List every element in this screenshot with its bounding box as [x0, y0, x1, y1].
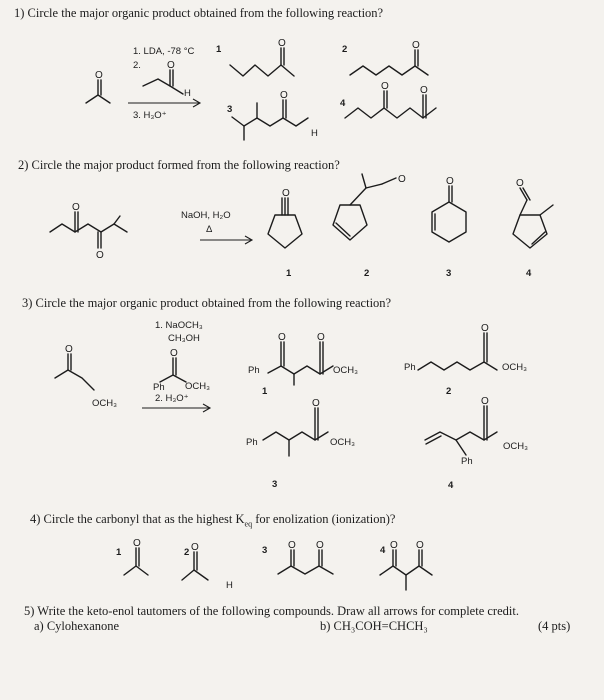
q3-reagent-och3: OCH₃ — [185, 381, 210, 392]
svg-text:O: O — [516, 178, 524, 189]
q2-reaction-arrow — [200, 236, 252, 244]
svg-text:O: O — [72, 202, 80, 213]
svg-text:O: O — [280, 90, 288, 101]
svg-text:O: O — [167, 60, 175, 71]
q5-part-b: b) CH₃COH=CHCH₃ — [320, 619, 428, 633]
svg-text:O: O — [420, 85, 428, 96]
svg-text:O: O — [191, 542, 199, 553]
q4-prompt — [30, 512, 395, 529]
svg-text:O: O — [278, 332, 286, 343]
svg-text:O: O — [381, 81, 389, 92]
q2-product-2 — [333, 174, 396, 240]
svg-text:O: O — [416, 540, 424, 551]
q2-product-3 — [432, 186, 466, 242]
q2-product-1 — [268, 198, 302, 248]
q1-reagent-h: H — [184, 88, 191, 99]
q1-reagent-aldehyde — [143, 70, 183, 94]
svg-text:O: O — [316, 540, 324, 551]
q3-product-4-number: 4 — [448, 480, 454, 491]
q1-product-4-h: H — [311, 128, 318, 139]
q3-product-3-number: 3 — [272, 479, 278, 490]
q3-reagent-solvent: CH₃OH — [168, 333, 200, 344]
svg-text:O: O — [412, 40, 420, 51]
svg-text:O: O — [317, 332, 325, 343]
q4-carbonyl-4-number: 4 — [380, 545, 386, 556]
q3-product-3-ph: Ph — [246, 437, 258, 448]
q3-prompt: 3) Circle the major organic product obtained from the following reaction? — [22, 296, 392, 310]
q5-part-a: a) Cylohexanone — [34, 619, 120, 633]
q2-product-3-number: 3 — [446, 268, 452, 279]
q1-product-4-number: 4 — [340, 98, 346, 109]
q2-prompt: 2) Circle the major product formed from the following reaction? — [18, 158, 340, 172]
q3-starting-material — [55, 354, 94, 390]
svg-text:O: O — [481, 396, 489, 407]
q4-carbonyl-2-number: 2 — [184, 547, 190, 558]
q3-reagent-ester — [160, 358, 186, 382]
svg-text:O: O — [312, 398, 320, 409]
svg-text:O: O — [282, 188, 290, 199]
q3-product-4-ph: Ph — [461, 456, 473, 467]
q3-product-1 — [268, 342, 333, 385]
q4-carbonyl-3-number: 3 — [262, 545, 268, 556]
q2-product-1-number: 1 — [286, 268, 292, 279]
q1-reagent-step3: 3. H₃O⁺ — [133, 110, 167, 121]
q3-product-3 — [263, 408, 328, 456]
q4-prompt-main: 4) Circle the carbonyl that as the highest K — [30, 512, 245, 526]
svg-text:O: O — [95, 70, 103, 81]
q4-carbonyl-3 — [278, 550, 333, 574]
q3-product-4 — [425, 406, 497, 455]
q3-product-4-och3: OCH₃ — [503, 441, 528, 452]
q3-reagent-step2: 2. H₃O⁺ — [155, 393, 189, 404]
q3-product-2-och3: OCH₃ — [502, 362, 527, 373]
svg-text:O: O — [446, 176, 454, 187]
q4-carbonyl-4 — [380, 550, 432, 590]
q1-product-2-number: 2 — [342, 44, 348, 55]
q5-prompt: 5) Write the keto-enol tautomers of the following compounds. Draw all arrows for complete credit. — [24, 604, 519, 618]
q1-product-3-number: 3 — [227, 104, 233, 115]
q4-carbonyl-2-h: H — [226, 580, 233, 591]
q1-product-3 — [232, 100, 308, 140]
svg-text:O: O — [390, 540, 398, 551]
q3-reagent-step1: 1. NaOCH₃ — [155, 320, 203, 331]
q4-prompt-subscript: eq — [244, 519, 253, 529]
q1-product-1-number: 1 — [216, 44, 222, 55]
q1-starting-material — [86, 80, 110, 103]
q2-product-4-number: 4 — [526, 268, 532, 279]
q4-carbonyl-1 — [124, 548, 148, 575]
q3-product-3-och3: OCH₃ — [330, 437, 355, 448]
q5-points: (4 pts) — [538, 619, 571, 633]
q3-product-1-ph: Ph — [248, 365, 260, 376]
q3-product-2 — [418, 333, 497, 370]
q1-reaction-arrow — [128, 99, 200, 107]
q3-product-2-ph: Ph — [404, 362, 416, 373]
q2-reagent-heat: Δ — [206, 224, 213, 235]
q3-product-1-och3: OCH₃ — [333, 365, 358, 376]
q2-product-4 — [513, 188, 553, 248]
q4-prompt-tail: for enolization (ionization)? — [252, 512, 396, 526]
svg-text:O: O — [133, 538, 141, 549]
svg-text:O: O — [398, 174, 406, 185]
svg-text:O: O — [65, 344, 73, 355]
q3-product-2-number: 2 — [446, 386, 452, 397]
q3-product-1-number: 1 — [262, 386, 268, 397]
q1-product-1 — [230, 48, 294, 76]
q4-carbonyl-1-number: 1 — [116, 547, 122, 558]
svg-text:O: O — [288, 540, 296, 551]
q2-reagent-base: NaOH, H₂O — [181, 210, 231, 221]
q2-product-2-number: 2 — [364, 268, 370, 279]
q1-product-2 — [350, 50, 428, 75]
svg-text:O: O — [170, 348, 178, 359]
q3-reagent-ph: Ph — [153, 382, 165, 393]
q1-reagent-step2: 2. — [133, 60, 141, 71]
svg-text:O: O — [481, 323, 489, 334]
q1-prompt: 1) Circle the major organic product obtained from the following reaction? — [14, 6, 384, 20]
q2-starting-material — [50, 212, 127, 248]
svg-text:O: O — [278, 38, 286, 49]
q1-reagent-step1: 1. LDA, -78 °C — [133, 46, 195, 57]
svg-text:O: O — [96, 250, 104, 261]
q3-reaction-arrow — [142, 404, 210, 412]
q3-starting-material-och3: OCH₃ — [92, 398, 117, 409]
